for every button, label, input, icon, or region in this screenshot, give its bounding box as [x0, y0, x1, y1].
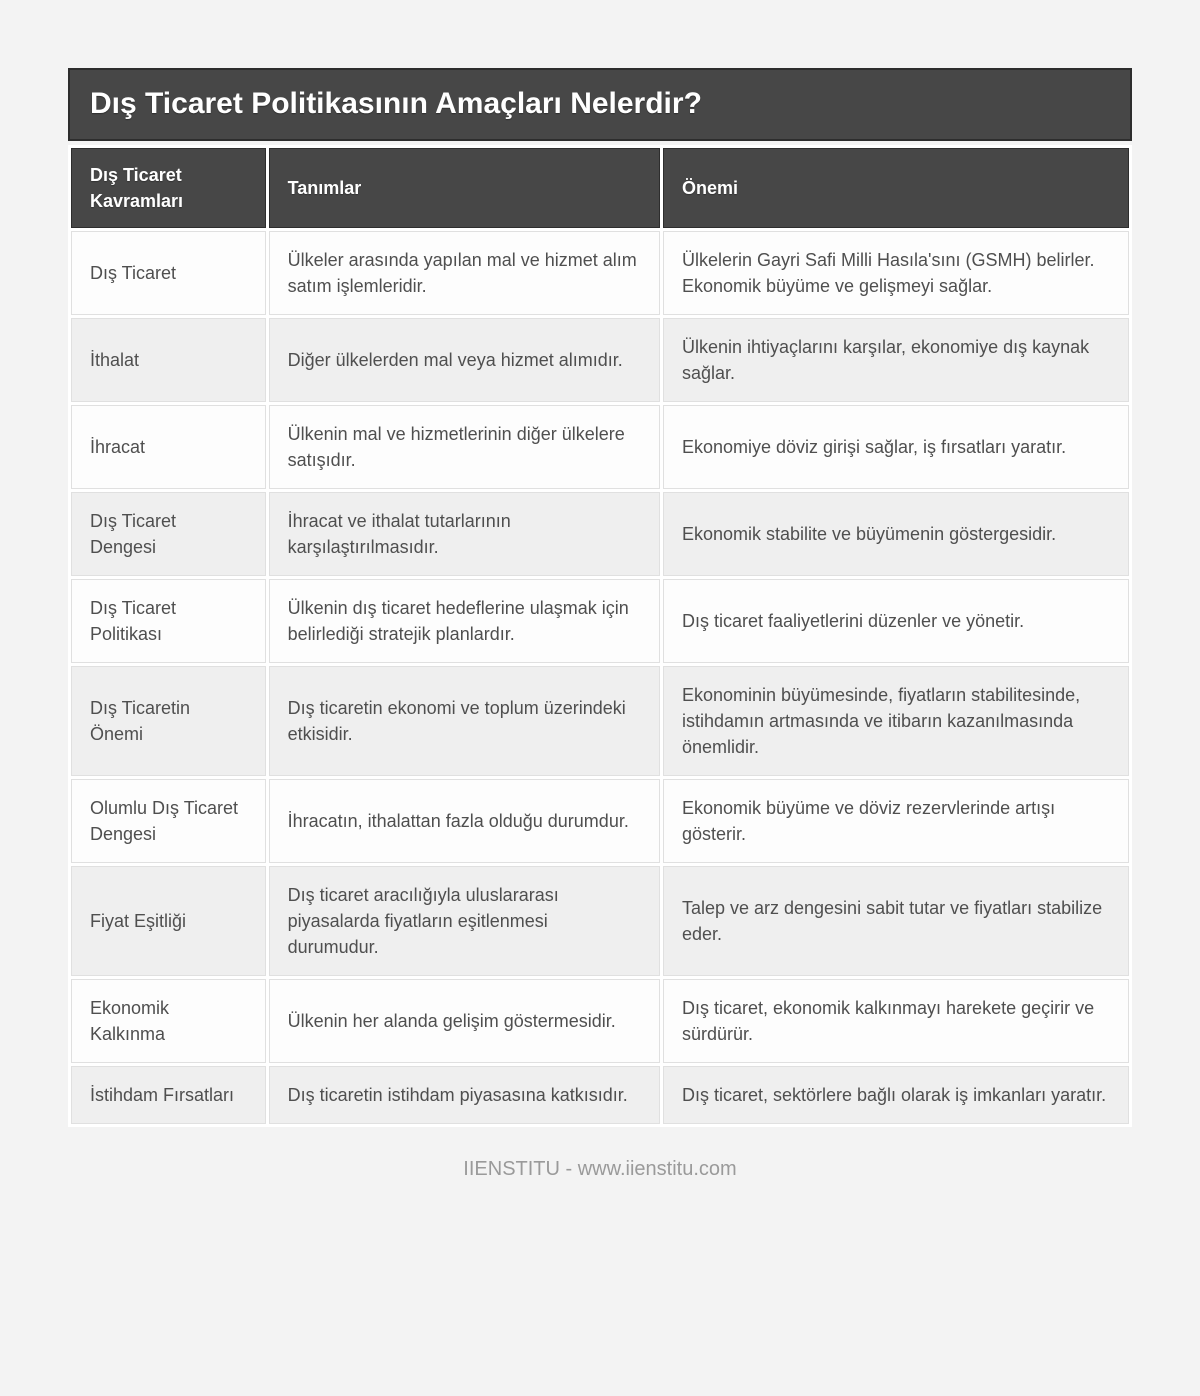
concept-cell: Olumlu Dış Ticaret Dengesi — [71, 779, 266, 863]
definition-cell: İhracat ve ithalat tutarlarının karşılaştırılmasıdır. — [269, 492, 660, 576]
concept-cell: Dış Ticaret Politikası — [71, 579, 266, 663]
importance-cell: Ekonomik büyüme ve döviz rezervlerinde artışı gösterir. — [663, 779, 1129, 863]
definition-cell: Ülkeler arasında yapılan mal ve hizmet alım satım işlemleridir. — [269, 231, 660, 315]
table-row — [71, 866, 1129, 976]
column-header-definitions: Tanımlar — [269, 148, 660, 228]
table-body — [71, 231, 1129, 1124]
definition-cell: Dış ticaretin istihdam piyasasına katkısıdır. — [269, 1066, 660, 1124]
importance-cell: Dış ticaret faaliyetlerini düzenler ve yönetir. — [663, 579, 1129, 663]
title-bar — [68, 68, 1132, 141]
concept-cell: Dış Ticaret Dengesi — [71, 492, 266, 576]
definition-cell: Dış ticaret aracılığıyla uluslararası piyasalarda fiyatların eşitlenmesi durumudur. — [269, 866, 660, 976]
importance-cell: Dış ticaret, ekonomik kalkınmayı harekete geçirir ve sürdürür. — [663, 979, 1129, 1063]
table-row — [71, 1066, 1129, 1124]
importance-cell: Ülkenin ihtiyaçlarını karşılar, ekonomiye dış kaynak sağlar. — [663, 318, 1129, 402]
table-row — [71, 666, 1129, 776]
concept-cell: Ekonomik Kalkınma — [71, 979, 266, 1063]
table-row — [71, 779, 1129, 863]
concept-cell: Dış Ticaret — [71, 231, 266, 315]
infographic-card — [68, 68, 1132, 1231]
concept-cell: İhracat — [71, 405, 266, 489]
definition-cell: İhracatın, ithalattan fazla olduğu durumdur. — [269, 779, 660, 863]
column-header-importance: Önemi — [663, 148, 1129, 228]
definition-cell: Diğer ülkelerden mal veya hizmet alımıdır. — [269, 318, 660, 402]
definition-cell: Ülkenin mal ve hizmetlerinin diğer ülkelere satışıdır. — [269, 405, 660, 489]
table-row — [71, 405, 1129, 489]
table-row — [71, 579, 1129, 663]
concept-cell: İstihdam Fırsatları — [71, 1066, 266, 1124]
page-title: Dış Ticaret Politikasının Amaçları Nelerdir? — [90, 87, 702, 120]
concept-cell: İthalat — [71, 318, 266, 402]
footer-credit: IIENSTITU - www.iienstitu.com — [463, 1158, 737, 1180]
table-row — [71, 492, 1129, 576]
importance-cell: Ekonomik stabilite ve büyümenin göstergesidir. — [663, 492, 1129, 576]
table-row — [71, 979, 1129, 1063]
column-header-concepts: Dış Ticaret Kavramları — [71, 148, 266, 228]
importance-cell: Ekonominin büyümesinde, fiyatların stabilitesinde, istihdamın artmasında ve itibarın kazanılmasında önemlidir. — [663, 666, 1129, 776]
definition-cell: Ülkenin her alanda gelişim göstermesidir. — [269, 979, 660, 1063]
table-row — [71, 318, 1129, 402]
table-header-row — [71, 148, 1129, 228]
definition-cell: Ülkenin dış ticaret hedeflerine ulaşmak için belirlediği stratejik planlardır. — [269, 579, 660, 663]
concept-cell: Fiyat Eşitliği — [71, 866, 266, 976]
importance-cell: Talep ve arz dengesini sabit tutar ve fiyatları stabilize eder. — [663, 866, 1129, 976]
importance-cell: Dış ticaret, sektörlere bağlı olarak iş imkanları yaratır. — [663, 1066, 1129, 1124]
table-row — [71, 231, 1129, 315]
concept-cell: Dış Ticaretin Önemi — [71, 666, 266, 776]
importance-cell: Ülkelerin Gayri Safi Milli Hasıla'sını (GSMH) belirler. Ekonomik büyüme ve gelişmeyi sağlar. — [663, 231, 1129, 315]
importance-cell: Ekonomiye döviz girişi sağlar, iş fırsatları yaratır. — [663, 405, 1129, 489]
concepts-table — [68, 145, 1132, 1127]
definition-cell: Dış ticaretin ekonomi ve toplum üzerindeki etkisidir. — [269, 666, 660, 776]
